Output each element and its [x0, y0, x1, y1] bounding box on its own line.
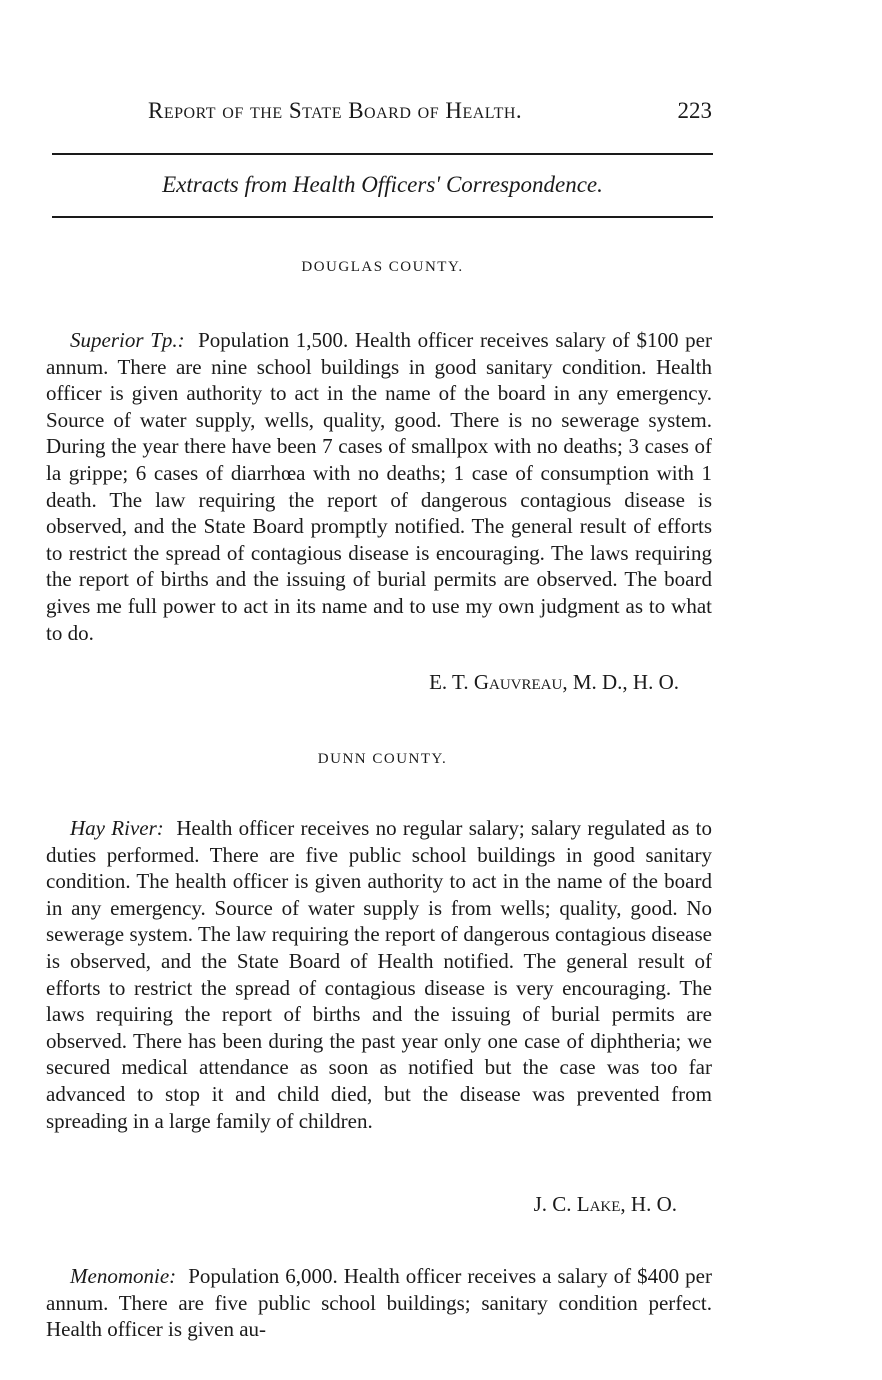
- running-header: [148, 98, 712, 132]
- entry-menomonie: [46, 1263, 712, 1343]
- entry-text: Population 1,500. Health officer receives salary of $100 per annum. There are nine school buildings in good sanitary condition. Health officer is given authority to act in the name of the board in any emergency. Source of water supply, wells, quality, good. There is no sewerage system. During the year there have been 7 cases of smallpox with no deaths; 3 cases of la grippe; 6 cases of diarrhœa with no deaths; 1 case of consumption with 1 death. The law requiring the report of dangerous contagious disease is observed, and the State Board promptly notified. The general result of efforts to restrict the spread of contagious disease is encouraging. The laws requiring the report of births and the issuing of burial permits are observed. The board gives me full power to act in its name and to use my own judgment as to what to do.: [46, 328, 712, 645]
- bottom-rule: [52, 216, 713, 218]
- signature-name: Lake: [576, 1192, 621, 1216]
- county-heading-douglas: DOUGLAS COUNTY.: [301, 259, 464, 275]
- signature-initials: J. C.: [533, 1192, 572, 1216]
- top-rule: [52, 153, 713, 155]
- section-title: Extracts from Health Officers' Correspondence.: [162, 172, 603, 197]
- running-title: Report of the State Board of Health.: [148, 98, 523, 123]
- signature-gauvreau: [429, 670, 679, 695]
- signature-suffix: , M. D., H. O.: [562, 670, 679, 694]
- signature-name: Gauvreau: [473, 670, 563, 694]
- entry-text: Health officer receives no regular salary; salary regulated as to duties performed. There are five public school buildings in good sanitary condition. The health officer is given authority to act in the name of the board in any emergency. Source of water supply is from wells; quality, good. No sewerage system. The law requiring the report of dangerous contagious disease is observed, and the State Board of Health notified. The general result of efforts to restrict the spread of contagious disease is very encouraging. The laws requiring the report of births and the issuing of burial permits are observed. There has been during the past year only one case of diphtheria; we secured medical attendance as soon as notified but the case was too far advanced to stop it and child died, but the disease was prevented from spreading in a large family of children.: [46, 816, 712, 1133]
- entry-superior: [46, 327, 712, 646]
- page-number: 223: [677, 98, 712, 123]
- entry-text: Population 6,000. Health officer receives a salary of $400 per annum. There are five public school buildings; sanitary condition perfect. Health officer is given au-: [46, 1264, 713, 1342]
- entry-hay-river: [46, 815, 712, 1134]
- entry-place: Hay River:: [70, 816, 164, 840]
- signature-suffix: , H. O.: [620, 1192, 677, 1216]
- signature-initials: E. T.: [429, 670, 469, 694]
- signature-lake: [534, 1192, 677, 1217]
- entry-place: Superior Tp.:: [70, 328, 185, 352]
- county-heading-dunn: DUNN COUNTY.: [317, 751, 448, 767]
- entry-place: Menomonie:: [70, 1264, 177, 1288]
